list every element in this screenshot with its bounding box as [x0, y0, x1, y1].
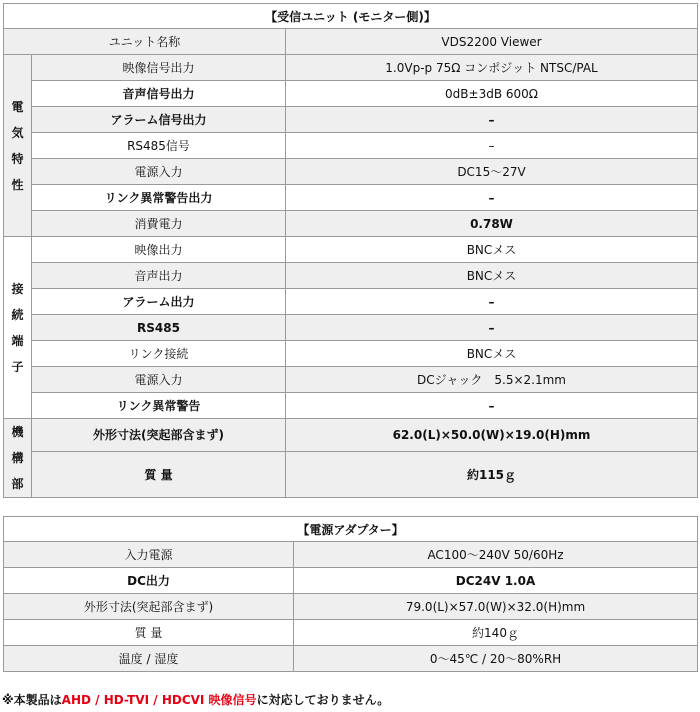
- spec-value: 約140ｇ: [294, 620, 698, 646]
- spec-label: 質 量: [32, 451, 286, 497]
- spec-value: –: [286, 133, 698, 159]
- spec-label: 温度 / 湿度: [4, 646, 294, 672]
- spec-label: リンク接続: [32, 341, 286, 367]
- spec-label: 音声信号出力: [32, 81, 286, 107]
- spec-label: 外形寸法(突起部含まず): [32, 419, 286, 452]
- group-connector-label: 接 続 端 子: [4, 237, 32, 419]
- spec-label: アラーム出力: [32, 289, 286, 315]
- spec-value: 0.78W: [286, 211, 698, 237]
- spec-label: リンク異常警告出力: [32, 185, 286, 211]
- adapter-spec-table: [3, 516, 698, 672]
- spec-label: リンク異常警告: [32, 393, 286, 419]
- spec-label: 入力電源: [4, 542, 294, 568]
- spec-label: 音声出力: [32, 263, 286, 289]
- note-suffix: に対応しておりません。: [256, 693, 390, 707]
- spec-value: 62.0(L)×50.0(W)×19.0(H)mm: [286, 419, 698, 452]
- group-electrical-label: 電 気 特 性: [4, 55, 32, 237]
- spec-value: BNCメス: [286, 237, 698, 263]
- compatibility-note: [2, 691, 389, 708]
- spec-value: –: [286, 185, 698, 211]
- spec-value: –: [286, 107, 698, 133]
- adapter-table-title: 【電源アダプター】: [4, 517, 698, 542]
- spec-label: 質 量: [4, 620, 294, 646]
- spec-value: DC24V 1.0A: [294, 568, 698, 594]
- spec-value: –: [286, 393, 698, 419]
- spec-label: アラーム信号出力: [32, 107, 286, 133]
- spec-value: AC100～240V 50/60Hz: [294, 542, 698, 568]
- spec-label: DC出力: [4, 568, 294, 594]
- spec-value: –: [286, 315, 698, 341]
- spec-label: 消費電力: [32, 211, 286, 237]
- spec-label: 映像信号出力: [32, 55, 286, 81]
- spec-label: 電源入力: [32, 367, 286, 393]
- spec-label: RS485: [32, 315, 286, 341]
- spec-value: BNCメス: [286, 263, 698, 289]
- receiver-spec-table: [3, 3, 698, 498]
- spec-value: 約115ｇ: [286, 451, 698, 497]
- spec-label: RS485信号: [32, 133, 286, 159]
- spec-value: BNCメス: [286, 341, 698, 367]
- receiver-table-title: 【受信ユニット (モニター側)】: [4, 4, 698, 29]
- spec-value: 79.0(L)×57.0(W)×32.0(H)mm: [294, 594, 698, 620]
- spec-value: –: [286, 289, 698, 315]
- spec-label: 外形寸法(突起部含まず): [4, 594, 294, 620]
- group-mechanical-label: 機 構 部: [4, 419, 32, 498]
- spec-value: 1.0Vp-p 75Ω コンポジット NTSC/PAL: [286, 55, 698, 81]
- spec-value: DC15～27V: [286, 159, 698, 185]
- spec-label: 映像出力: [32, 237, 286, 263]
- spec-value: DCジャック 5.5×2.1mm: [286, 367, 698, 393]
- unit-name-label: ユニット名称: [4, 29, 286, 55]
- unit-name-value: VDS2200 Viewer: [286, 29, 698, 55]
- spec-value: 0dB±3dB 600Ω: [286, 81, 698, 107]
- note-prefix: ※本製品は: [2, 693, 62, 707]
- note-highlight: AHD / HD-TVI / HDCVI 映像信号: [61, 693, 257, 707]
- spec-label: 電源入力: [32, 159, 286, 185]
- spec-value: 0～45℃ / 20～80%RH: [294, 646, 698, 672]
